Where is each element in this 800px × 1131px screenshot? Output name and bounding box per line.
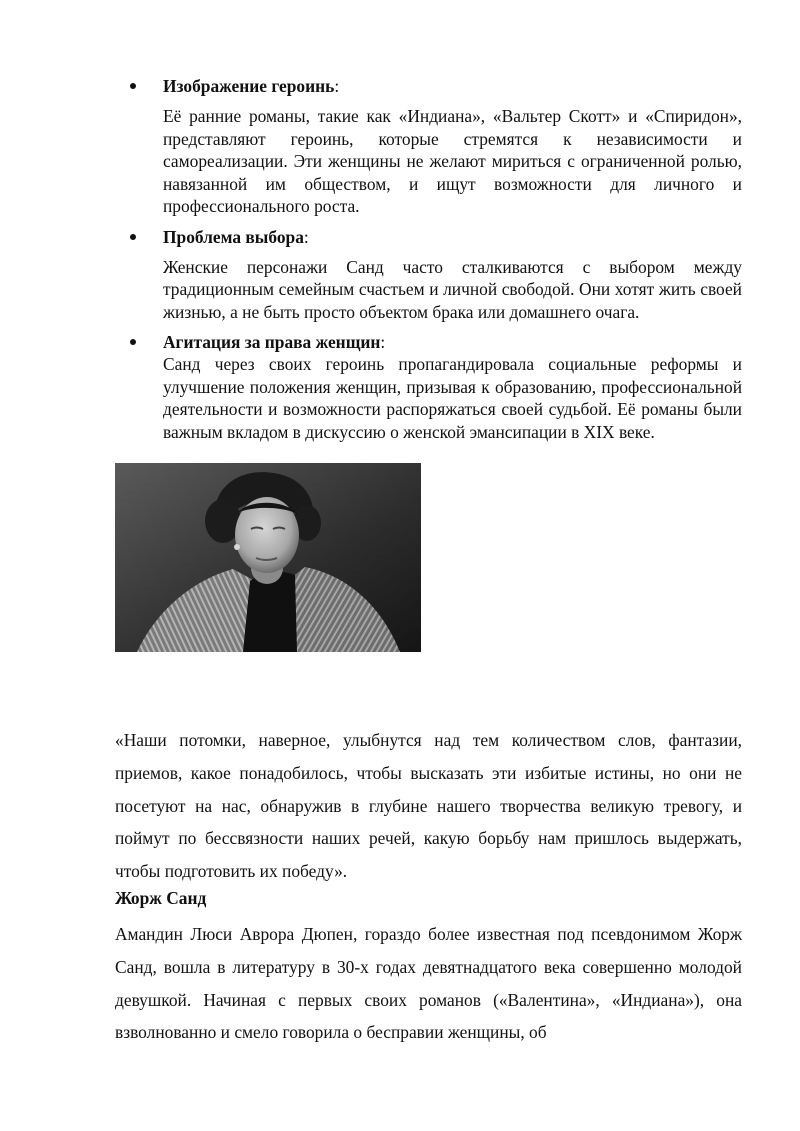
list-item bbox=[132, 226, 742, 324]
author-heading: Жорж Санд bbox=[115, 888, 207, 908]
list-item-text: Её ранние романы, такие как «Индиана», «Вальтер Скотт» и «Спиридон», представляют героинь, которые стремятся к независимости и самореализации. Эти женщины не желают мириться с ограниченной ролью, навязанной им обществом, и ищут возможности для личного и профессионального роста. bbox=[163, 106, 742, 216]
heading-colon: : bbox=[380, 332, 386, 352]
heading-text: Агитация за права женщин bbox=[163, 332, 381, 352]
heading-colon: : bbox=[334, 76, 340, 96]
list-item-heading bbox=[132, 226, 742, 248]
heading-colon: : bbox=[303, 226, 309, 247]
list-item-text: Санд через своих героинь пропагандировала социальные реформы и улучшение положения женщин, призывая к образованию, профессиональной деятельности и возможности распоряжаться своей судьбой. Её романы были важным вкладом в дискуссию о женской эмансипации в XIX веке. bbox=[163, 354, 742, 442]
bullet-list bbox=[132, 75, 742, 443]
list-item-heading bbox=[132, 75, 742, 97]
quote-paragraph: «Наши потомки, наверное, улыбнутся над тем количеством слов, фантазии, приемов, какое понадобилось, чтобы высказать эти избитые истины, но они не посетуют на нас, обнаружив в глубине нашего творчества великую тревогу, и поймут по бессвязности наших речей, какую борьбу нам пришлось выдержать, чтобы подготовить их победу». bbox=[115, 730, 742, 882]
bullet-icon bbox=[130, 339, 136, 345]
list-item-text: Женские персонажи Санд часто сталкиваются с выбором между традиционным семейным счастьем и личной свободой. Они хотят жить своей жизнью, а не быть просто объектом брака или домашнего очага. bbox=[163, 256, 742, 322]
heading-text: Изображение героинь bbox=[163, 76, 335, 96]
heading-text: Проблема выбора bbox=[163, 226, 304, 247]
list-item-heading bbox=[132, 331, 742, 353]
bullet-icon bbox=[130, 234, 136, 240]
portrait-photo bbox=[115, 463, 421, 652]
portrait-illustration bbox=[115, 463, 421, 652]
body-paragraph: Амандин Люси Аврора Дюпен, гораздо более известная под псевдонимом Жорж Санд, вошла в литературу в 30-х годах девятнадцатого века совершенно молодой девушкой. Начиная с первых своих романов («Валентина», «Индиана»), она взволнованно и смело говорила о бесправии женщины, об bbox=[115, 924, 742, 1043]
list-item bbox=[132, 331, 742, 443]
list-item bbox=[132, 75, 742, 218]
bullet-icon bbox=[130, 83, 136, 89]
